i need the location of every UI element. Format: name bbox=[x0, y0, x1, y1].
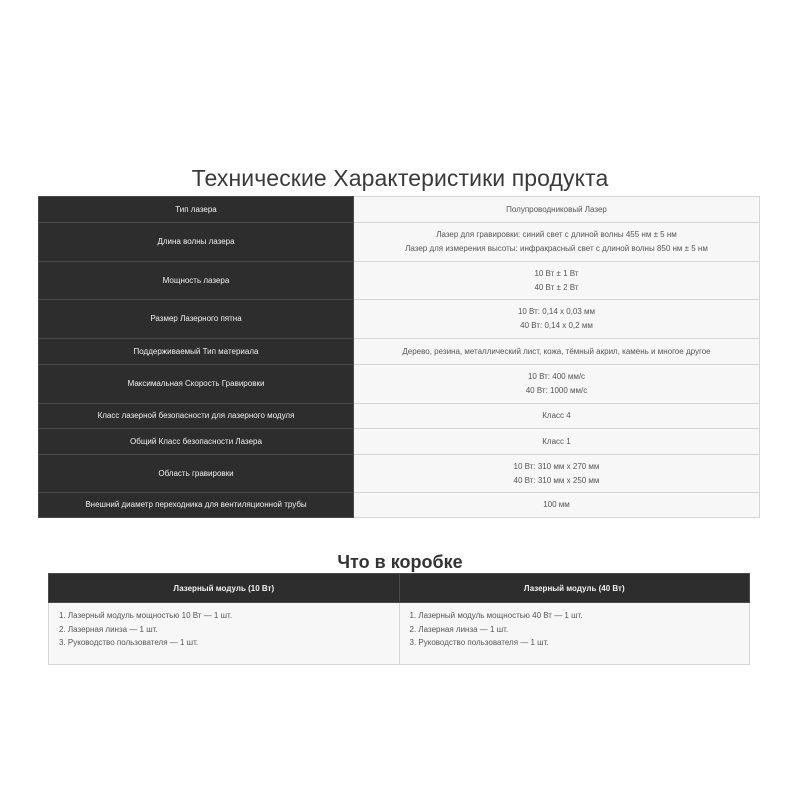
page-title: Технические Характеристики продукта bbox=[191, 165, 609, 192]
box-table-header-row bbox=[49, 574, 750, 603]
spec-row bbox=[39, 339, 760, 365]
list-item: 1. Лазерный модуль мощностью 10 Вт — 1 шт. bbox=[59, 611, 233, 620]
spec-row bbox=[39, 365, 760, 404]
spec-value-line: 10 Вт ± 1 Вт bbox=[534, 268, 579, 278]
spec-value-line: 40 Вт: 1000 мм/с bbox=[525, 386, 588, 395]
spec-label: Длина волны лазера bbox=[39, 223, 354, 262]
box-title: Что в коробке bbox=[337, 551, 463, 572]
box-item-list bbox=[59, 609, 389, 650]
spec-value-line: 40 Вт ± 2 Вт bbox=[534, 282, 579, 292]
list-item: 2. Лазерная линза — 1 шт. bbox=[59, 624, 158, 634]
list-item: 2. Лазерная линза — 1 шт. bbox=[409, 624, 509, 634]
box-table-body-row bbox=[49, 603, 750, 665]
spec-row bbox=[39, 223, 760, 262]
spec-value-line: 10 Вт: 0,14 x 0,03 мм bbox=[517, 307, 596, 316]
spec-row bbox=[39, 493, 760, 518]
box-contents-table bbox=[48, 573, 750, 665]
spec-value-line: Лазер для измерения высоты: инфракрасный свет с длиной волны 850 нм ± 5 нм bbox=[405, 244, 708, 253]
spec-label: Общий Класс безопасности Лазера bbox=[39, 429, 354, 455]
spec-row bbox=[39, 197, 760, 223]
spec-value bbox=[354, 404, 760, 429]
spec-value-line: Полупроводниковый Лазер bbox=[506, 204, 607, 214]
spec-label: Тип лазера bbox=[39, 197, 354, 223]
spec-value bbox=[354, 455, 760, 493]
spec-label: Максимальная Скорость Гравировки bbox=[39, 365, 354, 404]
box-column-contents bbox=[399, 603, 750, 665]
spec-value-line: 40 Вт: 310 мм x 250 мм bbox=[513, 475, 600, 485]
spec-value bbox=[354, 339, 760, 365]
spec-row bbox=[39, 262, 760, 300]
spec-value-line: 10 Вт: 400 мм/с bbox=[527, 372, 586, 381]
spec-label: Размер Лазерного пятна bbox=[39, 300, 354, 339]
spec-value-line: 100 мм bbox=[543, 500, 570, 509]
list-item: 3. Руководство пользователя — 1 шт. bbox=[59, 638, 199, 647]
spec-value bbox=[354, 262, 760, 300]
spec-value-line: 10 Вт: 310 мм x 270 мм bbox=[513, 461, 600, 471]
spec-label: Область гравировки bbox=[39, 455, 354, 493]
spec-label: Мощность лазера bbox=[39, 262, 354, 300]
spec-value bbox=[354, 300, 760, 339]
spec-row bbox=[39, 455, 760, 493]
box-item-list bbox=[410, 609, 740, 650]
specs-table bbox=[38, 196, 760, 518]
spec-value-line: Лазер для гравировки: синий свет с длиной волны 455 нм ± 5 нм bbox=[436, 230, 677, 239]
spec-label: Внешний диаметр переходника для вентиляционной трубы bbox=[39, 493, 354, 518]
spec-value-line: Класс 4 bbox=[542, 411, 571, 420]
spec-label: Класс лазерной безопасности для лазерного модуля bbox=[39, 404, 354, 429]
spec-value-line: Дерево, резина, металлический лист, кожа, тёмный акрил, камень и многое другое bbox=[402, 346, 711, 356]
box-column-header: Лазерный модуль (40 Вт) bbox=[399, 574, 750, 603]
spec-value bbox=[354, 365, 760, 404]
spec-label: Поддерживаемый Тип материала bbox=[39, 339, 354, 365]
specs-table-body bbox=[39, 197, 760, 518]
spec-value bbox=[354, 223, 760, 262]
spec-row bbox=[39, 429, 760, 455]
list-item: 1. Лазерный модуль мощностью 40 Вт — 1 шт. bbox=[409, 611, 583, 620]
box-column-contents bbox=[49, 603, 400, 665]
spec-value-line: Класс 1 bbox=[542, 436, 571, 446]
spec-value-line: 40 Вт: 0,14 x 0,2 мм bbox=[520, 321, 593, 330]
box-column-header: Лазерный модуль (10 Вт) bbox=[49, 574, 400, 603]
list-item: 3. Руководство пользователя — 1 шт. bbox=[409, 638, 549, 647]
spec-value bbox=[354, 429, 760, 455]
spec-row bbox=[39, 404, 760, 429]
spec-value bbox=[354, 493, 760, 518]
spec-row bbox=[39, 300, 760, 339]
spec-value bbox=[354, 197, 760, 223]
